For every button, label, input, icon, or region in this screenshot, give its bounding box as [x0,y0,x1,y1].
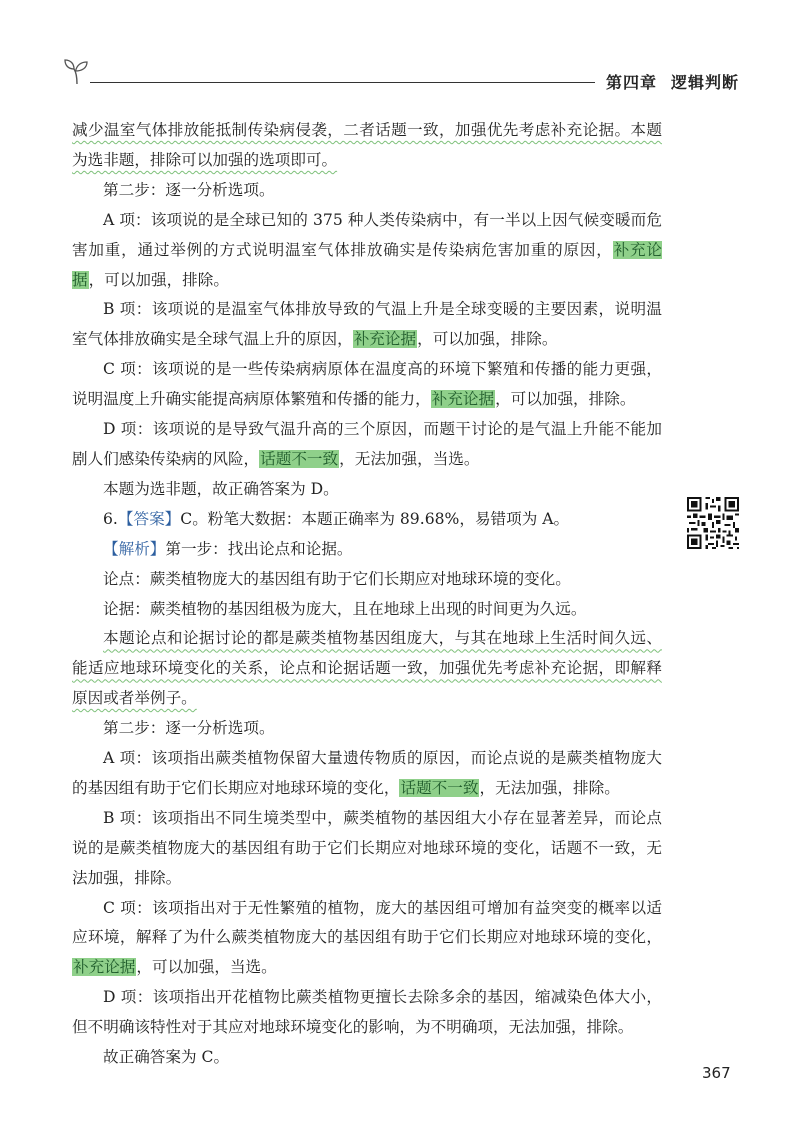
text-run: ，可以加强，当选。 [136,958,277,977]
text-run: D 项：该项指出开花植物比蕨类植物更擅长去除多余的基因，缩减染色体大小，但不明确该特性对于其应对地球环境变化的影响，为不明确项，无法加强，排除。 [72,988,662,1037]
text-run: 故正确答案为 C。 [103,1048,230,1067]
bracket-label: 【答案】 [117,509,181,528]
paragraph [72,1043,662,1073]
text-run: 第二步：逐一分析选项。 [103,719,275,738]
highlighted-keyword: 话题不一致 [400,778,479,797]
header-rule [90,82,595,83]
argument-point [72,565,662,595]
chapter-number: 第四章 [606,73,658,92]
answer-line [72,505,662,535]
text-run: A 项：该项指出蕨类植物保留大量遗传物质的原因，而论点说的是蕨类植物庞大的基因组有助于它们长期应对地球环境的变化， [72,749,662,797]
text-run: C。粉笔大数据：本题正确率为 89.68%，易错项为 A。 [180,509,570,528]
argument-evidence [72,595,662,625]
paragraph [72,206,662,296]
paragraph [72,176,662,206]
wavy-underlined-text: 减少温室气体排放能抵制传染病侵袭，二者话题一致，加强优先考虑补充论据。本题为选非题，排除可以加强的选项即可。 [72,121,662,169]
leaf-sprout-icon [62,56,92,86]
text-run: D 项：该项说的是导致气温升高的三个原因，而题干讨论的是气温上升能不能加剧人们感染传染病的风险， [72,420,662,468]
text-run: ，无法加强，排除。 [479,778,620,797]
wavy-underlined-text: 本题论点和论据讨论的都是蕨类植物基因组庞大，与其在地球上生活时间久远、能适应地球环境变化的关系，论点和论据话题一致，加强优先考虑补充论据，即解释原因或者举例子。 [72,629,662,708]
text-run: 本题为选非题，故正确答案为 D。 [103,479,339,498]
qr-code-icon[interactable] [687,497,739,549]
paragraph [72,475,662,505]
text-run: 6. [103,509,118,528]
chapter-title: 逻辑判断 [671,73,740,92]
analysis-line [72,535,662,565]
paragraph [72,894,662,984]
text-run: 第一步：找出论点和论据。 [165,539,353,558]
text-run: ，无法加强，当选。 [339,449,480,468]
paragraph [72,415,662,475]
highlighted-keyword: 话题不一致 [260,449,339,468]
paragraph [72,355,662,415]
text-run: ，可以加强，排除。 [495,390,636,409]
paragraph [72,714,662,744]
text-run: ，可以加强，排除。 [417,330,558,349]
text-run: B 项：该项说的是温室气体排放导致的气温上升是全球变暖的主要因素，说明温室气体排放确实是全球气温上升的原因， [72,300,662,349]
chapter-heading [606,70,739,93]
text-run: B 项：该项指出不同生境类型中，蕨类植物的基因组大小存在显著差异，而论点说的是蕨类植物庞大的基因组有助于它们长期应对地球环境的变化，话题不一致，无法加强，排除。 [72,808,662,887]
text-run: ，可以加强，排除。 [88,270,229,289]
text-run: C 项：该项说的是一些传染病病原体在温度高的环境下繁殖和传播的能力更强，说明温度上升确实能提高病原体繁殖和传播的能力， [72,360,662,409]
highlighted-keyword: 补充论据 [73,958,136,977]
paragraph [72,744,662,804]
text-run: 论点：蕨类植物庞大的基因组有助于它们长期应对地球环境的变化。 [103,569,571,588]
paragraph [72,804,662,894]
text-run: 论据：蕨类植物的基因组极为庞大，且在地球上出现的时间更为久远。 [103,599,587,618]
bracket-label: 【解析】 [103,539,166,558]
text-run: C 项：该项指出对于无性繁殖的植物，庞大的基因组可增加有益突变的概率以适应环境，解释了为什么蕨类植物庞大的基因组有助于它们长期应对地球环境的变化， [72,898,662,947]
page-header [0,0,800,110]
highlighted-keyword: 补充论据 [353,330,417,349]
paragraph [72,295,662,355]
paragraph [72,116,662,176]
paragraph [72,983,662,1043]
page-number: 367 [702,1064,731,1082]
highlighted-keyword: 补充论据 [431,390,495,409]
paragraph [72,624,662,714]
highlighted-keyword: 补充论据 [72,240,662,289]
text-run: A 项：该项说的是全球已知的 375 种人类传染病中，有一半以上因气候变暖而危害加重，通过举例的方式说明温室气体排放确实是传染病危害加重的原因， [72,210,662,259]
text-run: 第二步：逐一分析选项。 [103,180,275,199]
page-body [72,116,662,1073]
